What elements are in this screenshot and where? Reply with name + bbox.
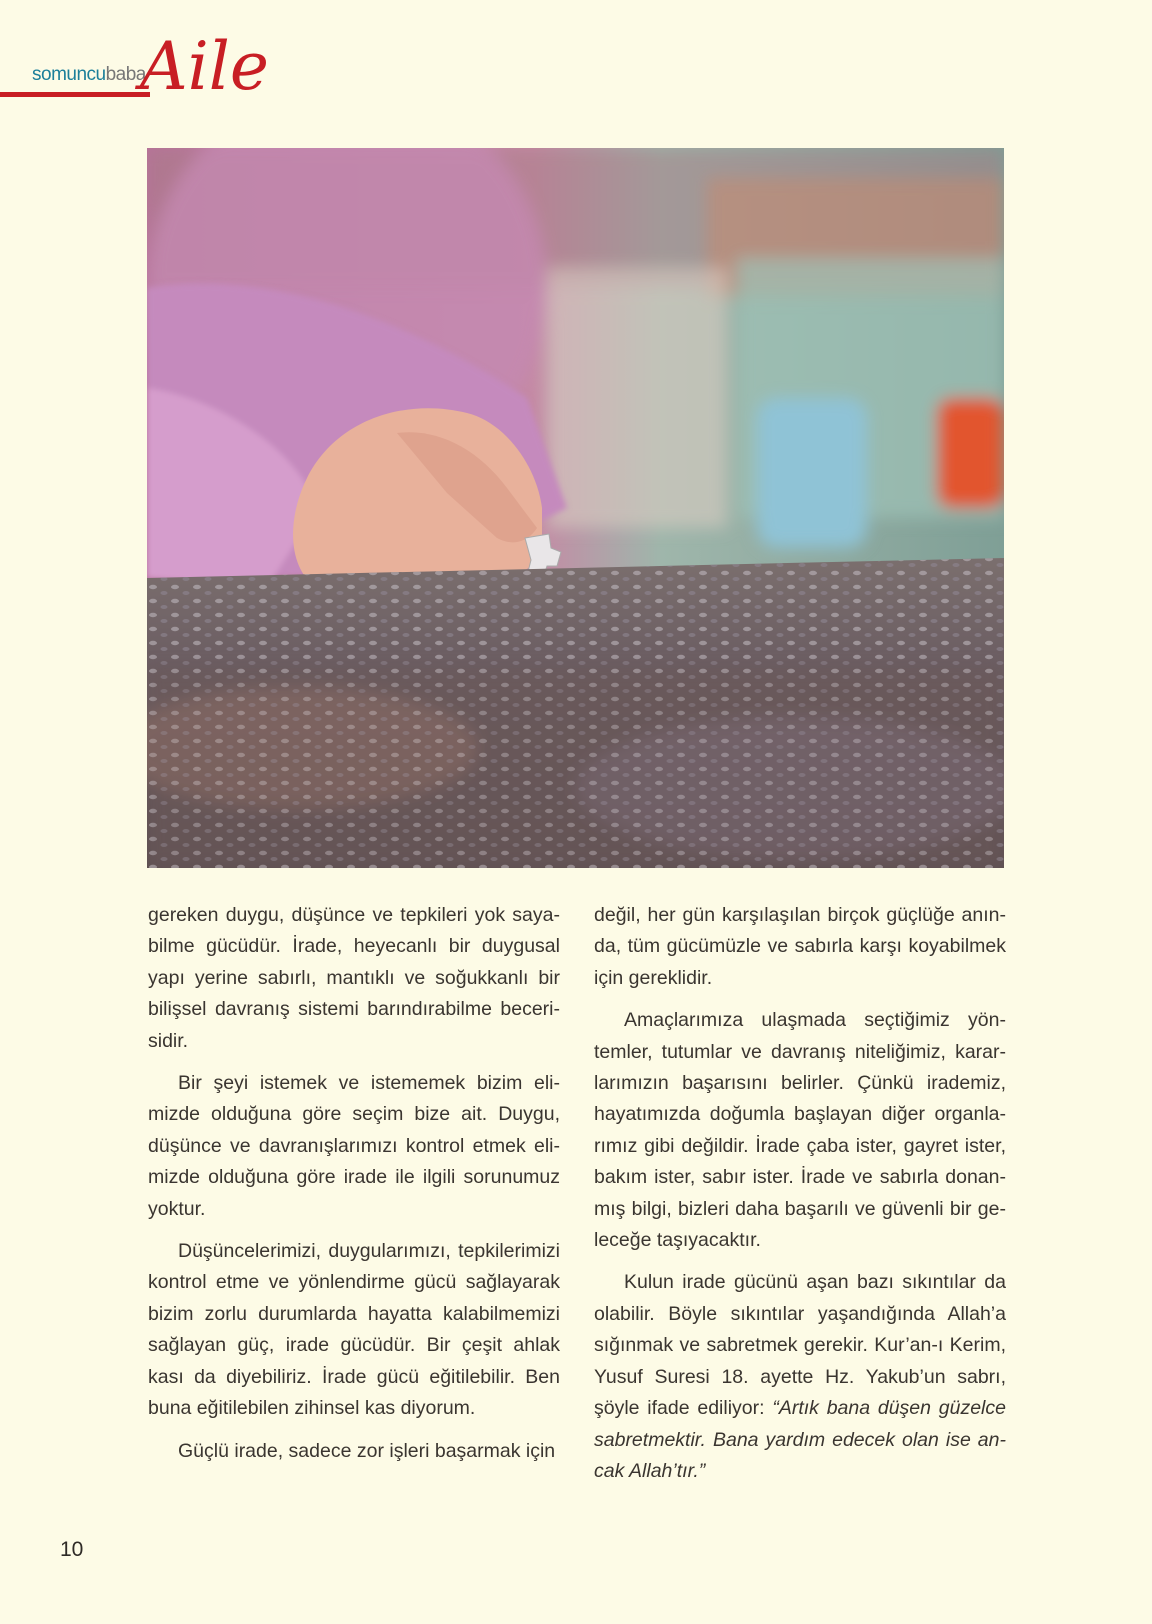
puzzle-photo: [147, 148, 1004, 868]
section-title: Aile: [140, 28, 269, 105]
paragraph: Düşüncelerimizi, duygularımızı, tepkilerimizi kontrol etme ve yönlendirme gücü sağlayarak bizim zorlu durumlarda hayatta kalabilmemizi sağlayan güç, irade gücüdür. Bir çeşit ahlak kası da diyebiliriz. İrade gücü eğitilebilir. Ben buna eğitilebilen zihinsel kas diyorum.: [148, 1240, 560, 1420]
paragraph: Amaçlarımıza ulaşmada seçtiğimiz yöntemler, tutumlar ve davranış niteliğimiz, kararlarımızın başarısını belirler. Çünkü irademiz, hayatımızda doğumla başlayan diğer organlarımız gibi değildir. İrade çaba ister, gayret ister, bakım ister, sabır ister. İrade ve sabırla donanmış bilgi, bizleri daha başarılı ve güvenli bir geleceğe taşıyacaktır.: [594, 1009, 1006, 1252]
header-red-line: [0, 92, 150, 97]
paragraph: [594, 1267, 1006, 1487]
left-text-column: [148, 900, 560, 1478]
paragraph-lead: Kulun irade gücünü aşan bazı sıkıntılar da olabilir. Böyle sıkıntılar yaşandığında Allah’a sığınmak ve sabretmek gerekir. Kur’an-ı Kerim, Yusuf Suresi 18. ayette Hz. Yakub’un sabrı, şöyle ifade ediliyor:: [594, 1271, 1006, 1420]
brand-part-2: baba: [105, 64, 146, 85]
paragraph: gereken duygu, düşünce ve tepkileri yok sayabilme gücüdür. İrade, heyecanlı bir duygusal yapı yerine sabırlı, mantıklı ve soğukkanlı bir bilişsel davranış sistemi barındırabilme becerisidir.: [148, 904, 560, 1052]
page-number: 10: [60, 1538, 84, 1561]
paragraph: Bir şeyi istemek ve istememek bizim elimizde olduğuna göre seçim bize ait. Duygu, düşünce ve davranışlarımızı kontrol etmek elimizde olduğuna göre irade ile ilgili sorunumuz yoktur.: [148, 1072, 560, 1220]
quran-quote: “Artık bana düşen güzelce sabretmektir. Bana yardım edecek olan ise ancak Allah’tır.”: [594, 1397, 1006, 1482]
magazine-header: [0, 28, 269, 110]
brand-part-1: somuncu: [32, 64, 106, 85]
paragraph: Güçlü irade, sadece zor işleri başarmak için: [178, 1439, 556, 1462]
right-text-column: [594, 900, 1006, 1498]
brand-logo: [32, 64, 146, 86]
paragraph: değil, her gün karşılaşılan birçok güçlüğe anında, tüm gücümüzle ve sabırla karşı koyabilmek için gereklidir.: [594, 904, 1006, 989]
